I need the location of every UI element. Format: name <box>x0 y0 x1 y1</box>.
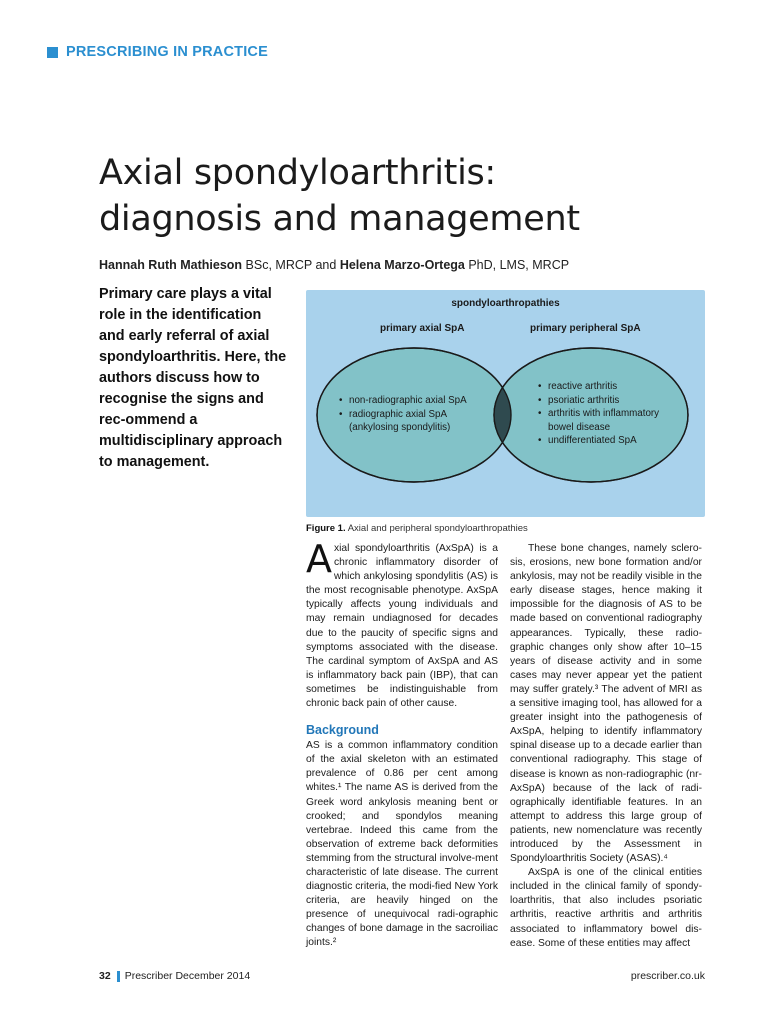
author-line <box>99 258 569 272</box>
right-set-item-continuation: bowel disease <box>548 421 611 433</box>
right-set-item: • psoriatic arthritis <box>538 394 659 408</box>
left-set-item: • non-radiographic axial SpA <box>339 394 467 408</box>
author-conjunction: and <box>315 258 337 272</box>
right-set-item: • reactive arthritis <box>538 380 659 394</box>
page-number: 32 <box>99 970 111 982</box>
paragraph: AS is a common inflammatory condition of the axial skeleton with an estimated prevalence of 0.86 per cent among whites.¹ The name AS is derived from the Greek word ankylosis meaning bent or crooked; and spondylos meaning vertebrae. Indeed this came from the observation of extreme back deformities stemming from the structural involve-ment characteristic of late disease. The current diagnostic criteria, the modi-fied New York criteria, are heavily hinged on the presence of unequivocal radi-ographic changes of bone damage in the sacroiliac joints.² <box>306 740 498 949</box>
subheading: Background <box>306 723 379 738</box>
author-2-credentials: PhD, LMS, MRCP <box>468 258 570 272</box>
figure-caption <box>306 523 528 534</box>
body-column-1 <box>306 537 498 951</box>
article-title <box>99 150 580 242</box>
right-set-item: • undifferentiated SpA <box>538 434 659 448</box>
paragraph: These bone changes, namely sclero-sis, erosions, new bone formation and/or ankylosis, may not be readily visible in the early disease stages, hence making it impossible for the diagnosis of AS to be made based on conventional radiography appearances. Typically, these radio-graphic changes only show after 10–15 years of disease activity and in some cases may never appear yet the patient may suffer grately.³ The advent of MRI as a sensitive imaging tool, has allowed for a greater insight into the pathogenesis of AxSpA, helping to identify inflammatory spinal disease up to a decade earlier than conventional radiography. This stage of disease is known as non-radiographic (nr-AxSpA) because of the lack of radi-ographically identifiable features. In an attempt to address this large group of patients, new nomenclature was recently introduced by the Assessment in Spondyloarthritis Society (ASAS).⁴ <box>510 543 702 865</box>
venn-figure <box>306 290 705 517</box>
section-header <box>47 44 268 60</box>
body-column-2 <box>510 542 702 951</box>
left-set-list <box>339 394 467 435</box>
author-1-name: Hannah Ruth Mathieson <box>99 258 243 272</box>
left-set-note: (ankylosing spondylitis) <box>349 422 451 434</box>
right-set-item: • arthritis with inflammatory <box>538 407 659 421</box>
author-1-credentials: BSc, MRCP <box>245 258 312 272</box>
website-link: prescriber.co.uk <box>630 970 705 982</box>
footer-divider <box>117 971 120 982</box>
author-2-name: Helena Marzo-Ortega <box>339 258 465 272</box>
title-line-1: Axial spondyloarthritis: <box>99 153 496 193</box>
paragraph: AxSpA is one of the clinical entities included in the clinical family of spondy-loarthritis, that also includes psoriatic arthritis, reactive arthritis and arthritis associated to inflammatory bowel dis-ease. Some of these entities may affect <box>510 867 702 949</box>
title-line-2: diagnosis and management <box>99 199 580 239</box>
intro-standfirst: Primary care plays a vital role in the identification and early referral of axial spondyloarthritis. Here, the authors discuss how to recognise the signs and rec-ommend a multidisciplinary approach to management. <box>99 286 287 470</box>
section-marker-square <box>47 47 58 58</box>
paragraph-text: xial spondyloarthritis (AxSpA) is a chronic inflammatory disorder of which ankylosing spondylitis (AS) is the most recognisable phenotype. AxSpA typically affects young individuals and may remain undiagnosed for decades due to the paucity of specific signs and symptoms associated with the disease. The cardinal symptom of AxSpA and AS is inflammatory back pain (IBP), that can sometimes be indistinguishable from chronic back pain of other cause. <box>306 543 498 710</box>
publication-info: Prescriber December 2014 <box>124 970 251 982</box>
paragraph <box>306 537 498 711</box>
section-title: PRESCRIBING IN PRACTICE <box>66 44 268 60</box>
right-set-label: primary peripheral SpA <box>530 323 641 334</box>
left-set-item: • radiographic axial SpA <box>339 408 467 422</box>
caption-text: Axial and peripheral spondyloarthropathies <box>347 523 528 534</box>
right-set-list <box>538 380 659 448</box>
left-set-label: primary axial SpA <box>380 323 465 334</box>
drop-cap: A <box>306 537 332 581</box>
footer-left <box>99 970 250 982</box>
figure-title: spondyloarthropathies <box>451 298 560 309</box>
caption-label: Figure 1. <box>306 523 346 534</box>
